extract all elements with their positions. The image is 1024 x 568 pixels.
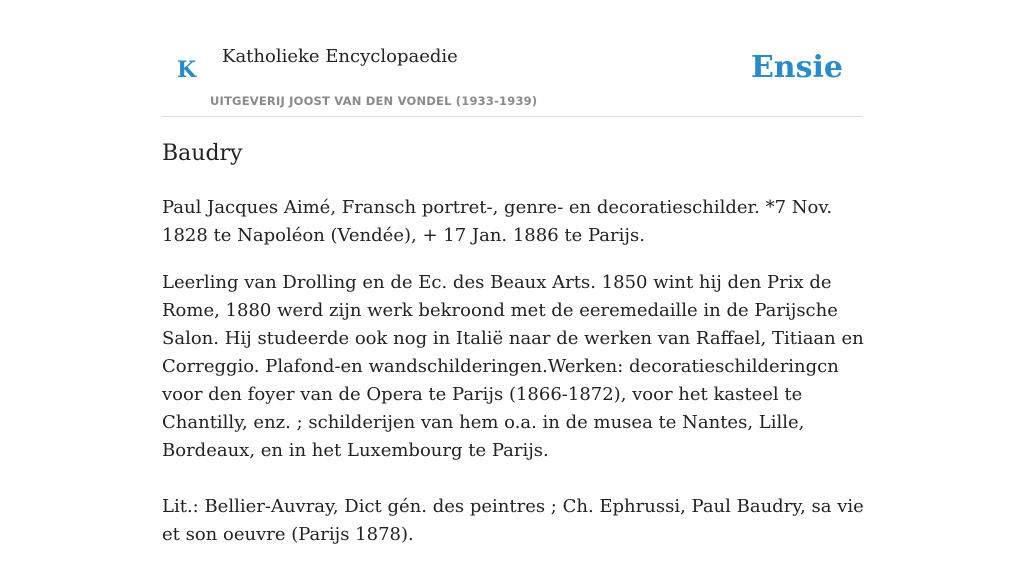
encyclopedia-logo[interactable]: K	[177, 57, 197, 83]
article-title: Baudry	[162, 141, 243, 166]
site-header	[162, 0, 862, 117]
ensie-logo[interactable]: Ensie	[750, 50, 843, 85]
article	[162, 138, 864, 568]
article-paragraph: Leerling van Drolling en de Ec. des Beaux Arts. 1850 wint hij den Prix de Rome, 1880 werd zijn werk bekroond met de eeremedaille in de Parijsche Salon. Hij studeerde ook nog in Italië naar de werken van Raffael, Titiaan en Correggio. Plafond-en wandschilderingen.Werken: decoratieschilderingcn voor den foyer van de Opera te Parijs (1866-1872), voor het kasteel te Chantilly, enz. ; schilderijen van hem o.a. in de musea te Nantes, Lille, Bordeaux, en in het Luxembourg te Parijs.	[162, 272, 864, 461]
publisher-label: UITGEVERIJ JOOST VAN DEN VONDEL (1933-1939)	[210, 94, 538, 108]
work-title[interactable]: Katholieke Encyclopaedie	[222, 46, 458, 67]
article-paragraph: Paul Jacques Aimé, Fransch portret-, genre- en decoratieschilder. *7 Nov. 1828 te Napoléon (Vendée), + 17 Jan. 1886 te Parijs.	[162, 197, 833, 246]
literature-paragraph: Lit.: Bellier-Auvray, Dict gén. des peintres ; Ch. Ephrussi, Paul Baudry, sa vie et son oeuvre (Parijs 1878).	[162, 496, 864, 545]
